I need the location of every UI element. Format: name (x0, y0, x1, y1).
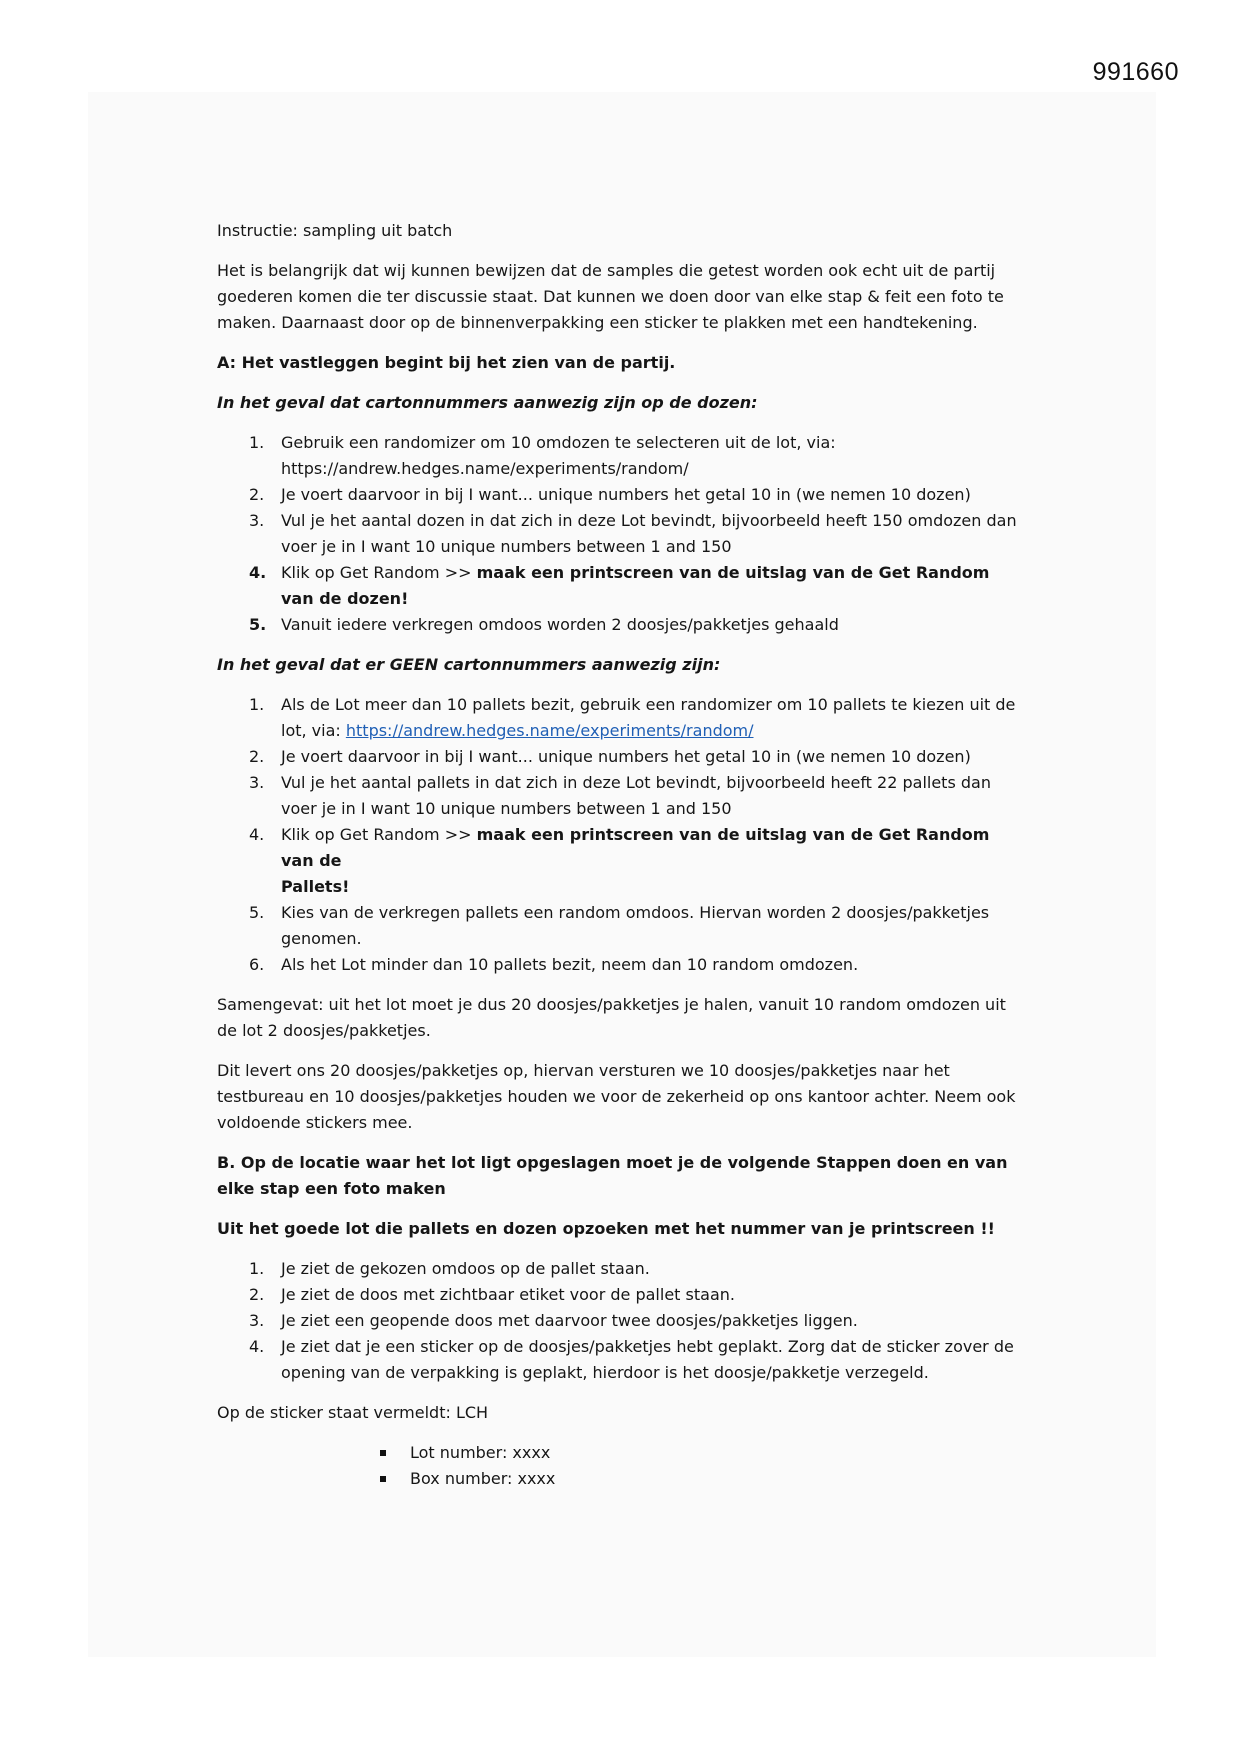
section-a-heading: A: Het vastleggen begint bij het zien van de partij. (217, 353, 676, 372)
list-number: 1. (249, 695, 265, 714)
bullet-item (217, 1440, 1027, 1466)
list-item (217, 822, 1027, 900)
list-number: 3. (249, 511, 265, 530)
list-item-text: Je voert daarvoor in bij I want... unique numbers het getal 10 in (we nemen 10 dozen) (281, 485, 971, 504)
list-item-lead: Klik op Get Random >> (281, 825, 477, 844)
section-b-heading: B. Op de locatie waar het lot ligt opgeslagen moet je de volgende Stappen doen en van elke stap een foto maken (217, 1153, 1008, 1198)
list-item-lead: Klik op Get Random >> (281, 563, 477, 582)
list-item-text: Je ziet de doos met zichtbaar etiket voor de pallet staan. (281, 1285, 735, 1304)
list-number: 2. (249, 747, 265, 766)
list-number: 4. (249, 563, 267, 582)
list-item (217, 744, 1027, 770)
list-number: 5. (249, 903, 265, 922)
list-item-bold-tail: Pallets! (281, 877, 350, 896)
list-item-text: Kies van de verkregen pallets een random omdoos. Hiervan worden 2 doosjes/pakketjes genomen. (281, 903, 990, 948)
section-b-list (217, 1256, 1027, 1386)
list-item (217, 1282, 1027, 1308)
case1-list (217, 430, 1027, 638)
bullet-text: Lot number: xxxx (410, 1443, 551, 1462)
list-number: 5. (249, 615, 267, 634)
list-item (217, 482, 1027, 508)
case2-list (217, 692, 1027, 978)
list-number: 2. (249, 485, 265, 504)
list-item-bold: maak een printscreen van de uitslag van de Get Random van de (281, 825, 990, 870)
list-number: 4. (249, 1337, 265, 1356)
bullet-text: Box number: xxxx (410, 1469, 556, 1488)
list-item (217, 560, 1027, 612)
list-item (217, 900, 1027, 952)
list-item (217, 508, 1027, 560)
list-item-text: Je ziet een geopende doos met daarvoor twee doosjes/pakketjes liggen. (281, 1311, 858, 1330)
square-bullet-icon (380, 1476, 386, 1482)
list-item-text: Vul je het aantal pallets in dat zich in deze Lot bevindt, bijvoorbeeld heeft 22 pallets dan voer je in I want 10 unique numbers between 1 and 150 (281, 773, 991, 818)
case1-heading: In het geval dat cartonnummers aanwezig zijn op de dozen: (217, 393, 758, 412)
list-item-bold: maak een printscreen van de uitslag van de Get Random van de dozen! (281, 563, 990, 608)
list-item-text: Gebruik een randomizer om 10 omdozen te selecteren uit de lot, via: https://andrew.hedges.name/experiments/random/ (281, 433, 836, 478)
list-number: 3. (249, 1311, 265, 1330)
list-number: 3. (249, 773, 265, 792)
result-paragraph: Dit levert ons 20 doosjes/pakketjes op, hiervan versturen we 10 doosjes/pakketjes naar het testbureau en 10 doosjes/pakketjes houden we voor de zekerheid op ons kantoor achter. Neem ook voldoende stickers mee. (217, 1061, 1016, 1132)
list-item-text: Je voert daarvoor in bij I want... unique numbers het getal 10 in (we nemen 10 dozen) (281, 747, 971, 766)
section-b-subheading: Uit het goede lot die pallets en dozen opzoeken met het nummer van je printscreen !! (217, 1219, 995, 1238)
sticker-intro: Op de sticker staat vermeldt: LCH (217, 1403, 489, 1422)
list-number: 6. (249, 955, 265, 974)
list-item (217, 612, 1027, 638)
summary-paragraph: Samengevat: uit het lot moet je dus 20 doosjes/pakketjes je halen, vanuit 10 random omdozen uit de lot 2 doosjes/pakketjes. (217, 995, 1006, 1040)
list-item-text: Je ziet de gekozen omdoos op de pallet staan. (281, 1259, 650, 1278)
list-item (217, 952, 1027, 978)
list-item-text: Vanuit iedere verkregen omdoos worden 2 doosjes/pakketjes gehaald (281, 615, 839, 634)
case2-heading: In het geval dat er GEEN cartonnummers aanwezig zijn: (217, 655, 721, 674)
list-item-text: Vul je het aantal dozen in dat zich in deze Lot bevindt, bijvoorbeeld heeft 150 omdozen dan voer je in I want 10 unique numbers between 1 and 150 (281, 511, 1017, 556)
list-number: 1. (249, 433, 265, 452)
intro-paragraph: Het is belangrijk dat wij kunnen bewijzen dat de samples die getest worden ook echt uit de partij goederen komen die ter discussie staat. Dat kunnen we doen door van elke stap & feit een foto te maken. Daarnaast door op de binnenverpakking een sticker te plakken met een handtekening. (217, 261, 1004, 332)
list-number: 1. (249, 1259, 265, 1278)
randomizer-link[interactable]: https://andrew.hedges.name/experiments/random/ (345, 721, 754, 740)
list-item-text: Je ziet dat je een sticker op de doosjes/pakketjes hebt geplakt. Zorg dat de sticker zover de opening van de verpakking is geplakt, hierdoor is het doosje/pakketje verzegeld. (281, 1337, 1014, 1382)
document-body (217, 218, 1027, 1506)
list-number: 2. (249, 1285, 265, 1304)
document-title: Instructie: sampling uit batch (217, 221, 453, 240)
list-item (217, 770, 1027, 822)
list-item (217, 430, 1027, 482)
document-id: 991660 (1092, 58, 1179, 86)
list-number: 4. (249, 825, 265, 844)
sticker-bullet-list (217, 1440, 1027, 1492)
list-item-text: Als de Lot meer dan 10 pallets bezit, gebruik een randomizer om 10 pallets te kiezen uit de lot, via: (281, 695, 1016, 740)
square-bullet-icon (380, 1450, 386, 1456)
list-item (217, 1308, 1027, 1334)
list-item-text: Als het Lot minder dan 10 pallets bezit, neem dan 10 random omdozen. (281, 955, 859, 974)
list-item (217, 1334, 1027, 1386)
list-item (217, 692, 1027, 744)
bullet-item (217, 1466, 1027, 1492)
list-item (217, 1256, 1027, 1282)
